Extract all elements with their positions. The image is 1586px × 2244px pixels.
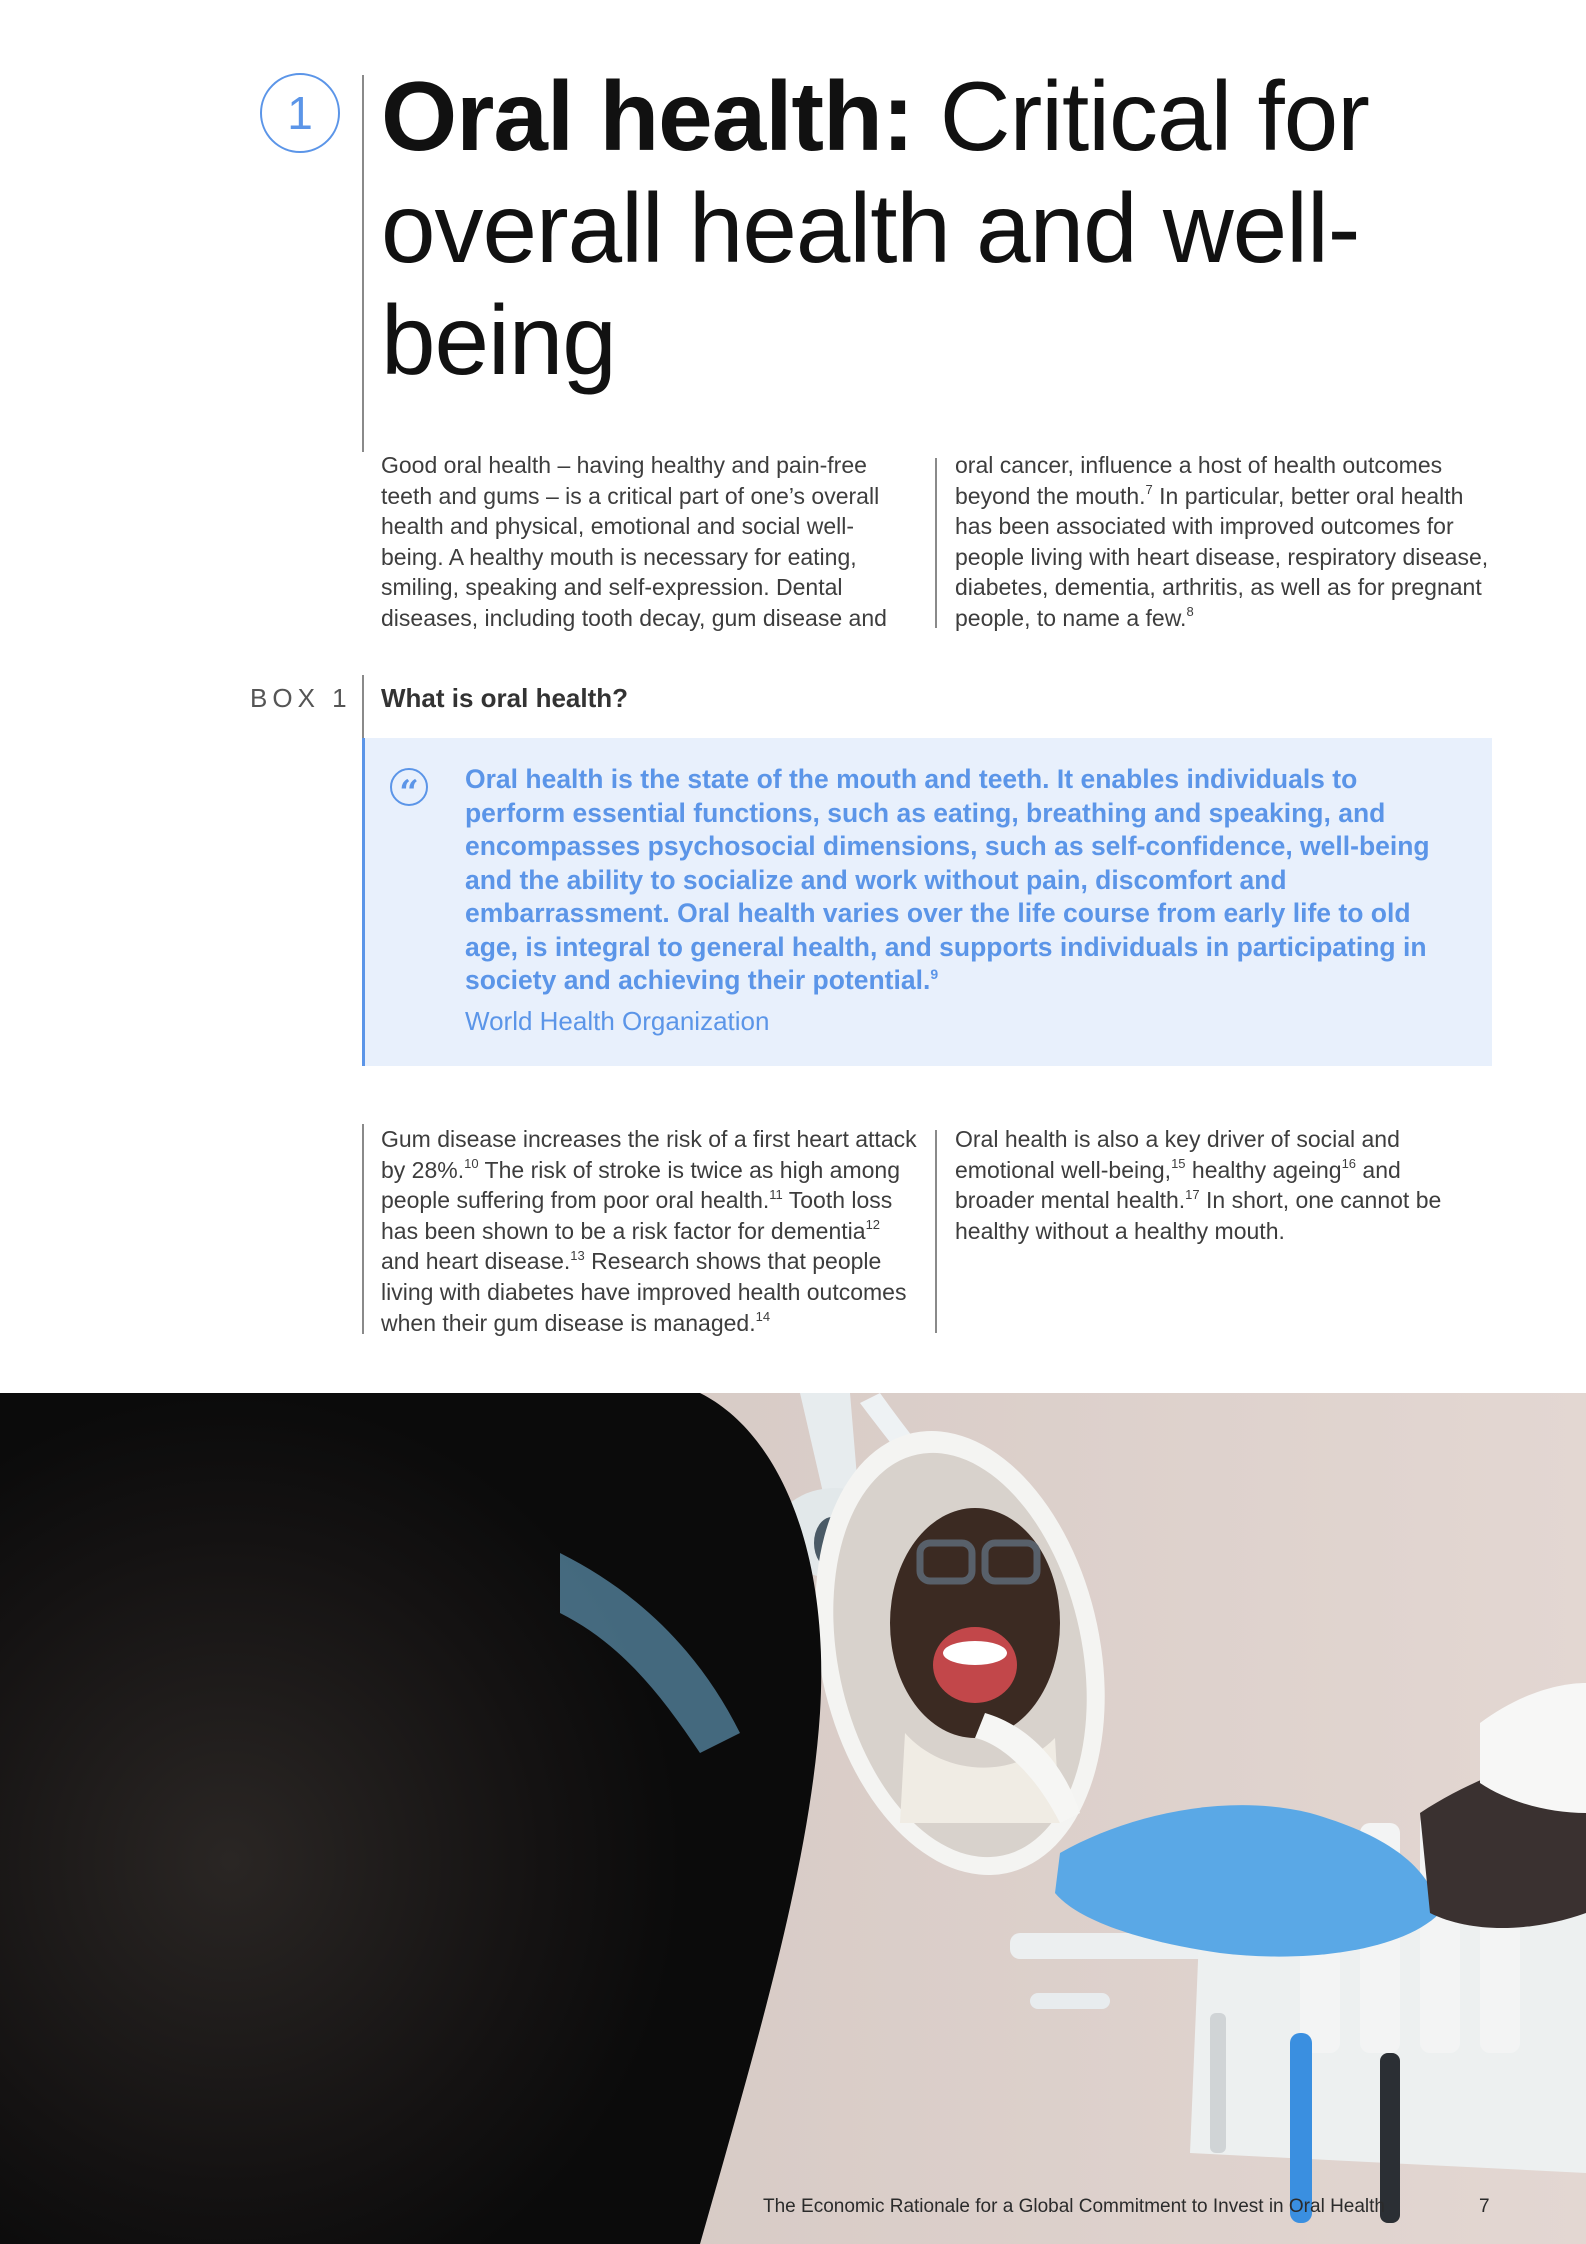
quote-icon: “	[390, 768, 428, 806]
section2-left-divider	[362, 1124, 364, 1334]
section2-column-1: Gum disease increases the risk of a first heart attack by 28%.$^{10}$ The risk of stroke is twice as high among people suffering from poor oral health.$^{11}$ Tooth loss has been shown to be a risk factor for dementia$^{12}$ and heart disease.$^{13}$ Research shows that people living with diabetes have improved health outcomes when their gum disease is managed.$^{14}$	[381, 1126, 917, 1336]
footnote-ref[interactable]: 13	[570, 1247, 585, 1263]
intro-column-1: Good oral health – having healthy and pain-free teeth and gums – is a critical part of one’s overall health and physical, emotional and social well-being. A healthy mouth is necessary for eating, smiling, speaking and self-expression. Dental diseases, including tooth decay, gum disease and	[381, 452, 887, 631]
intro-column-divider	[935, 458, 937, 628]
footnote-ref[interactable]: 11	[769, 1186, 783, 1202]
footnote-ref[interactable]: 10	[464, 1155, 479, 1171]
page-title	[381, 60, 1381, 396]
footnote-ref[interactable]: 9	[930, 966, 939, 983]
quote-text: Oral health is the state of the mouth and teeth. It enables individuals to perform essential functions, such as eating, breathing and speaking, and encompasses psychosocial dimensions, such as self-confidence, well-being and the ability to socialize and work without pain, discomfort and embarrassment. Oral health varies over the life course from early life to old age, is integral to general health, and supports individuals in participating in society and achieving their potential.$^9$	[465, 764, 1430, 995]
page-number: 7	[1479, 2196, 1490, 2217]
footer-title: The Economic Rationale for a Global Commitment to Invest in Oral Health	[763, 2196, 1385, 2217]
footnote-ref[interactable]: 15	[1171, 1155, 1186, 1171]
section2-column-divider	[935, 1130, 937, 1333]
footnote-ref[interactable]: 16	[1341, 1155, 1357, 1171]
footnote-ref[interactable]: 7	[1145, 481, 1153, 497]
title-bold: Oral health:	[381, 61, 914, 171]
footnote-ref[interactable]: 12	[865, 1217, 881, 1233]
footnote-ref[interactable]: 14	[755, 1308, 771, 1324]
dental-photo	[0, 1393, 1586, 2244]
footnote-ref[interactable]: 8	[1186, 604, 1194, 620]
quote-panel	[362, 738, 1492, 1066]
box-heading: What is oral health?	[381, 683, 629, 713]
section2-column-2: Oral health is also a key driver of social and emotional well-being,$^{15}$ healthy ageing$^{16}$ and broader mental health.$^{17}$ In short, one cannot be healthy without a healthy mouth.	[955, 1126, 1442, 1244]
intro-column-2: oral cancer, influence a host of health outcomes beyond the mouth.$^7$ In particular, better oral health has been associated with improved outcomes for people living with heart disease, respiratory disease, diabetes, dementia, arthritis, as well as for pregnant people, to name a few.$^8$	[955, 452, 1489, 631]
chapter-number-badge: 1	[260, 73, 340, 153]
title-divider	[362, 75, 364, 452]
footnote-ref[interactable]: 17	[1185, 1186, 1200, 1202]
quote-source: World Health Organization	[465, 1006, 770, 1036]
box-label: BOX 1	[250, 683, 352, 713]
title-rest: Critical for overall health and well-being	[381, 61, 1369, 395]
